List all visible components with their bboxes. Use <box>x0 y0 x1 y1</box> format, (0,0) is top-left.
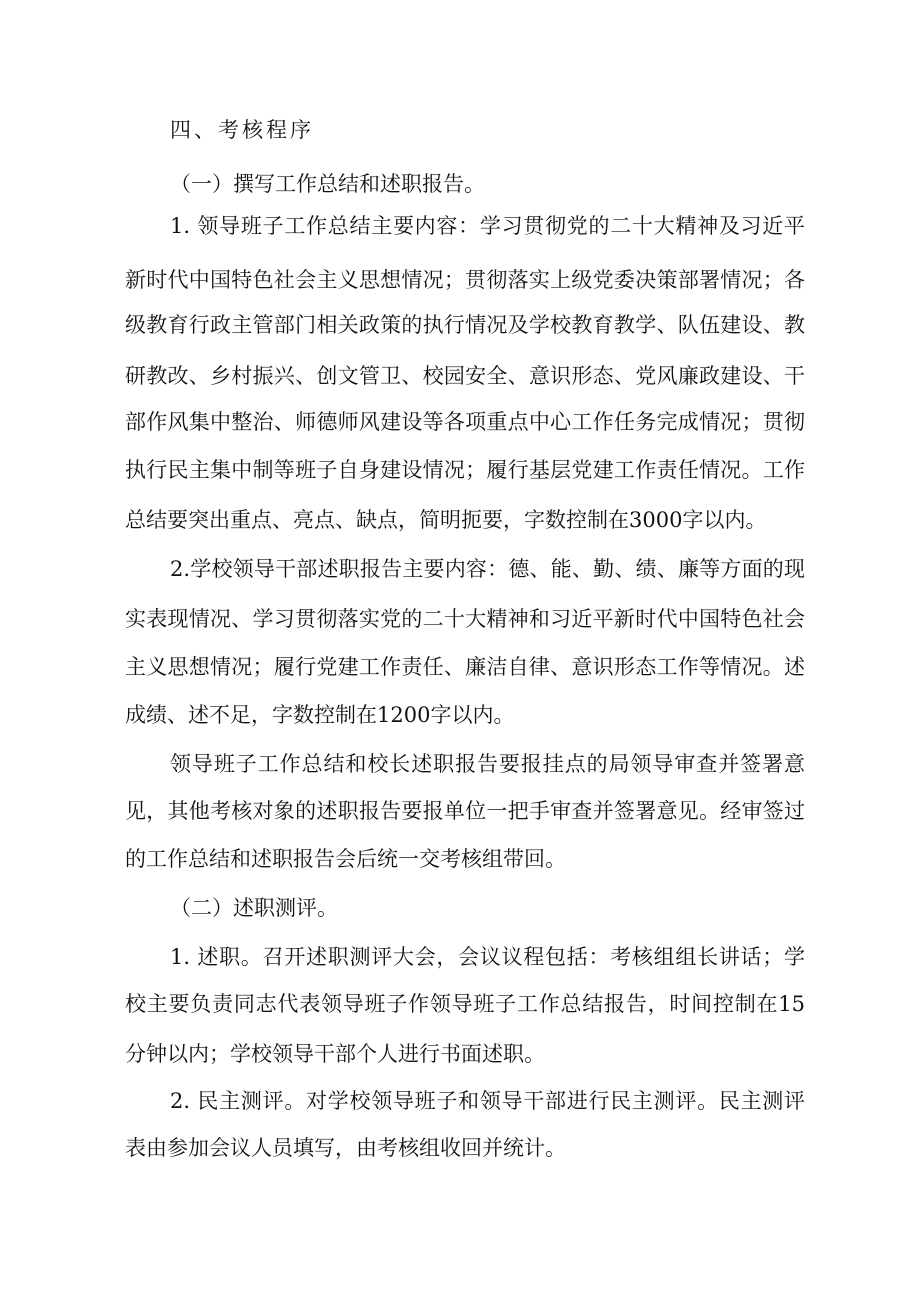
paragraph-line: 级教育行政主管部门相关政策的执行情况及学校教育教学、队伍建设、教 <box>125 313 805 337</box>
paragraph-line: 实表现情况、学习贯彻落实党的二十大精神和习近平新时代中国特色社会 <box>125 607 805 631</box>
paragraph-line: 的工作总结和述职报告会后统一交考核组带回。 <box>125 847 566 871</box>
paragraph-line: 校主要负责同志代表领导班子作领导班子工作总结报告，时间控制在15 <box>125 992 805 1016</box>
paragraph-line: 主义思想情况；履行党建工作责任、廉洁自律、意识形态工作等情况。述 <box>125 655 805 679</box>
paragraph-line: 新时代中国特色社会主义思想情况；贯彻落实上级党委决策部署情况；各 <box>125 268 805 292</box>
paragraph-line: 1. 领导班子工作总结主要内容：学习贯彻党的二十大精神及习近平 <box>170 214 805 238</box>
subsection-heading-debrief-evaluation: （二）述职测评。 <box>170 896 338 920</box>
paragraph-line: 2. 民主测评。对学校领导班子和领导干部进行民主测评。民主测评 <box>170 1089 805 1113</box>
paragraph-line: 部作风集中整治、师德师风建设等各项重点中心工作任务完成情况；贯彻 <box>125 410 805 434</box>
paragraph-line: 执行民主集中制等班子自身建设情况；履行基层党建工作责任情况。工作 <box>125 458 805 482</box>
paragraph-line: 表由参加会议人员填写，由考核组收回并统计。 <box>125 1136 566 1160</box>
paragraph-line: 研教改、乡村振兴、创文管卫、校园安全、意识形态、党风廉政建设、干 <box>125 364 805 388</box>
paragraph-line: 成绩、述不足，字数控制在1200字以内。 <box>125 703 515 727</box>
paragraph-line: 2.学校领导干部述职报告主要内容：德、能、勤、绩、廉等方面的现 <box>170 557 805 581</box>
paragraph-line: 1. 述职。召开述职测评大会，会议议程包括：考核组组长讲话；学 <box>170 945 805 969</box>
paragraph-line: 总结要突出重点、亮点、缺点，简明扼要，字数控制在3000字以内。 <box>125 508 767 532</box>
paragraph-line: 分钟以内；学校领导干部个人进行书面述职。 <box>125 1042 545 1066</box>
section-heading-assessment-procedure: 四、考核程序 <box>170 118 314 142</box>
paragraph-line: 见，其他考核对象的述职报告要报单位一把手审查并签署意见。经审签过 <box>125 799 805 823</box>
subsection-heading-summary-report: （一）撰写工作总结和述职报告。 <box>170 172 485 196</box>
paragraph-line: 领导班子工作总结和校长述职报告要报挂点的局领导审查并签署意 <box>170 752 805 776</box>
